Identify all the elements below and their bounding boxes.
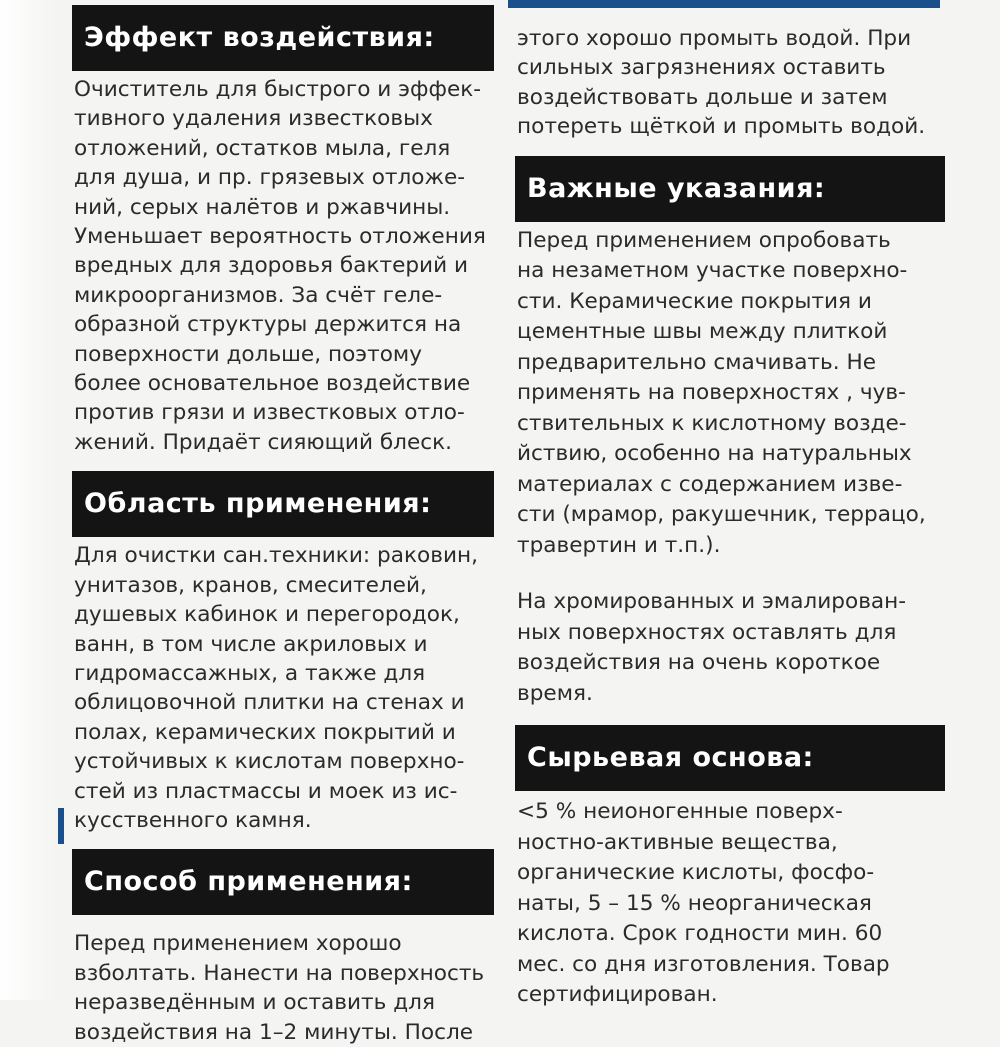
left-column bbox=[72, 0, 494, 1047]
right-column bbox=[515, 0, 945, 1011]
notes-text-chrome: На хромированных и эмалирован- ных поверхностях оставлять для воздействия на очень короткое время. bbox=[517, 589, 907, 706]
method-heading: Способ применения: bbox=[72, 849, 494, 915]
area-heading: Область применения: bbox=[72, 471, 494, 537]
package-edge bbox=[0, 0, 60, 1000]
effect-text: Очиститель для быстрого и эффек- тивного удаления известковых отложений, остатков мыла, геля для душа, и пр. грязевых отложе- ний, серых налётов и ржавчины. Уменьшает вероятность отложения вредных для здоровья бактерий и микроорганизмов. За счёт геле- образной структуры держится на поверхности дольше, поэтому более основательное воздействие против грязи и известковых отло- жений. Придаёт сияющий блеск. bbox=[74, 77, 486, 455]
blue-accent-mark bbox=[58, 808, 64, 844]
base-heading: Сырьевая основа: bbox=[515, 725, 945, 791]
notes-text: Перед применением опробовать на незаметном участке поверхно- сти. Керамические покрытия и цементные швы между плиткой предварительно смачивать. Не применять на поверхностях , чув- ствительных к кислотному возде- йствию, особенно на натуральных материалах с содержанием изве- сти (мрамор, ракушечник, террацо, травертин и т.п.). bbox=[517, 227, 926, 558]
base-text: <5 % неионогенные поверх- ностно-активные вещества, органические кислоты, фосфо- наты, 5 – 15 % неорганическая кислота. Срок годности мин. 60 мес. со дня изготовления. Товар сертифицирован. bbox=[517, 799, 890, 1008]
method-text: Перед применением хорошо взболтать. Нанести на поверхность неразведённым и оставить для воздействия на 1–2 минуты. После bbox=[74, 931, 485, 1045]
method-text-continued: этого хорошо промыть водой. При сильных загрязнениях оставить воздействовать дольше и затем потереть щёткой и промыть водой. bbox=[517, 26, 926, 140]
notes-heading: Важные указания: bbox=[515, 156, 945, 222]
area-text: Для очистки сан.техники: раковин, унитазов, кранов, смесителей, душевых кабинок и перегородок, ванн, в том числе акриловых и гидромассажных, а также для облицовочной плитки на стенах и полах, керамических покрытий и устойчивых к кислотам поверхно- стей из пластмассы и моек из ис- кусственного камня. bbox=[74, 543, 478, 833]
effect-heading: Эффект воздействия: bbox=[72, 5, 494, 71]
